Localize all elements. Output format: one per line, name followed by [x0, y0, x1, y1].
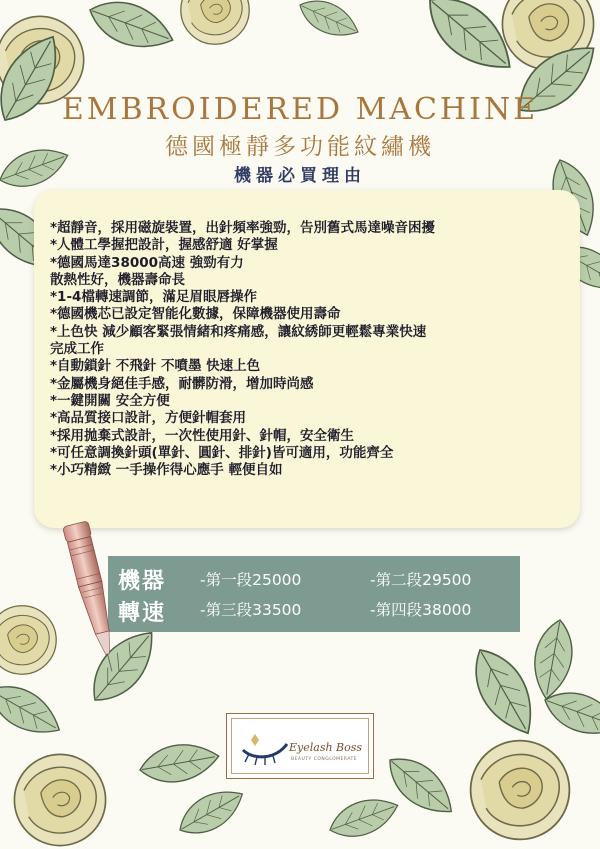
speed-gear-3: -第三段33500 — [200, 601, 302, 619]
feature-item: *金屬機身絕佳手感，耐髒防滑，增加時尚感 — [50, 375, 314, 392]
eyelash-icon — [239, 730, 291, 766]
feature-item: *德國機芯已設定智能化數據，保障機器使用壽命 — [50, 306, 341, 323]
speed-gear-4: -第四段38000 — [370, 601, 472, 619]
speed-gear-2: -第二段29500 — [370, 571, 472, 589]
feature-item: 完成工作 — [50, 341, 104, 358]
section-heading: 機器必買理由 — [234, 166, 366, 186]
feature-item: *一鍵開關 安全方便 — [50, 392, 170, 409]
speed-label-line2: 轉速 — [118, 601, 167, 626]
speed-label-line1: 機器 — [118, 569, 167, 594]
feature-item: *上色快 減少顧客緊張情緒和疼痛感，讓紋綉師更輕鬆專業快速 — [50, 323, 427, 340]
logo-name: Eyelash Boss — [289, 741, 363, 754]
feature-item: *人體工學握把設計，握感舒適 好掌握 — [50, 237, 278, 254]
logo-subtitle: BEAUTY CONGLOMERATE — [291, 757, 358, 762]
feature-item: *1-4檔轉速調節，滿足眉眼唇操作 — [50, 289, 257, 306]
title-chinese: 德國極靜多功能紋繡機 — [165, 134, 435, 160]
feature-list — [50, 220, 570, 479]
speed-gear-1: -第一段25000 — [200, 571, 302, 589]
feature-item: *高品質接口設計，方便針帽套用 — [50, 410, 247, 427]
feature-item: *超靜音，採用磁旋裝置，出針頻率強勁，告別舊式馬達噪音困擾 — [50, 220, 436, 236]
brand-logo — [226, 713, 374, 779]
feature-item: *採用拋棄式設計，一次性使用針、針帽，安全衛生 — [50, 427, 355, 444]
title-english: EMBROIDERED MACHINE — [61, 92, 539, 127]
tattoo-pen-illustration — [56, 515, 136, 675]
feature-item: *德國馬達38000高速 強勁有力 — [50, 254, 244, 271]
feature-item: 散熱性好，機器壽命長 — [50, 271, 185, 288]
feature-item: *可任意調換針頭(單針、圓針、排針)皆可適用，功能齊全 — [50, 444, 394, 461]
feature-item: *自動鎖針 不飛針 不噴墨 快速上色 — [50, 358, 261, 375]
feature-item: *小巧精緻 一手操作得心應手 輕便自如 — [50, 462, 283, 479]
